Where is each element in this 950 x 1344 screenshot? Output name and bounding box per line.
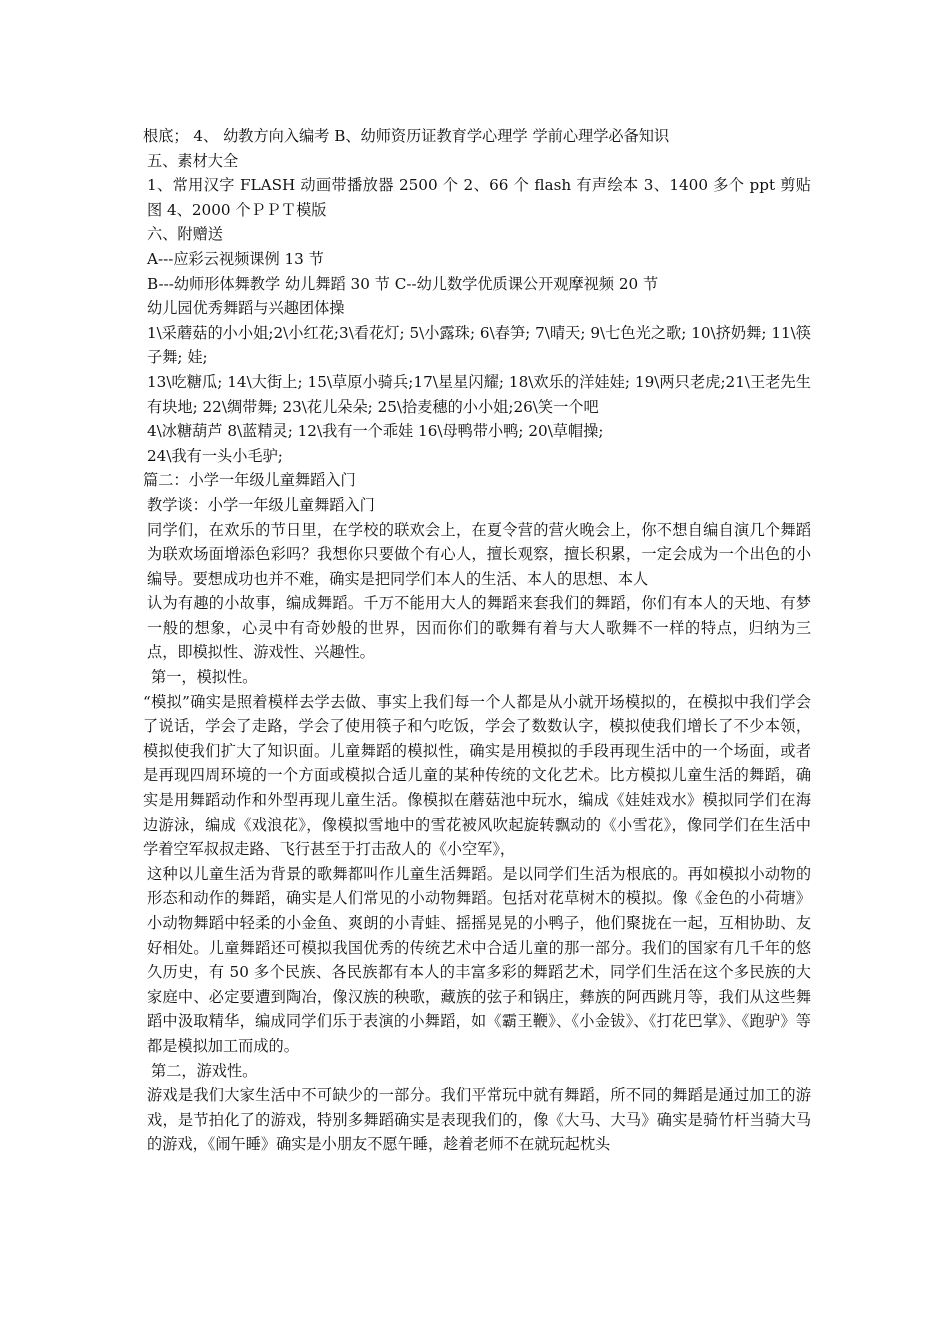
heading-materials: 五、素材大全 [147,151,239,170]
document-page [143,124,811,1157]
paragraph-dance-title: 幼儿园优秀舞蹈与兴趣团体操 [147,299,345,318]
paragraph-basics: 根底； 4、 幼教方向入编考 B、幼师资历证教育学心理学 学前心理学必备知识 [143,127,670,145]
section-heading-part-two: 篇二：小学一年级儿童舞蹈入门 [143,471,356,490]
paragraph-dance-list-1: 1\采蘑菇的小小姐;2\小红花;3\看花灯; 5\小露珠; 6\春笋; 7\晴天; 9\七色光之歌; 10\挤奶舞; 11\筷子舞; 娃; [147,323,811,367]
heading-imitation: 第一，模拟性。 [151,668,258,687]
paragraph-imitation-2: 这种以儿童生活为背景的歌舞都叫作儿童生活舞蹈。是以同学们生活为根底的。再如模拟小动物的形态和动作的舞蹈，确实是人们常见的小动物舞蹈。包括对花草树木的模拟。像《金色的小荷塘》小动物舞蹈中轻柔的小金鱼、爽朗的小青蛙、摇摇晃晃的小鸭子，他们聚拢在一起，互相协助、友好相处。儿童舞蹈还可模拟我国优秀的传统艺术中合适儿童的那一部分。我们的国家有几千年的悠久历史，有 50 多个民族、各民族都有本人的丰富多彩的舞蹈艺术，同学们生活在这个多民族的大家庭中、必定要遭到陶冶，像汉族的秧歌，藏族的弦子和锅庄，彝族的阿西跳月等，我们从这些舞蹈中汲取精华，编成同学们乐于表演的小舞蹈，如《霸王鞭》、《小金钹》、《打花巴掌》、《跑驴》等都是模拟加工而成的。 [147,864,811,1055]
paragraph-dance-list-3: 4\冰糖葫芦 8\蓝精灵; 12\我有一个乖娃 16\母鸭带小鸭; 20\草帽操; [147,422,604,441]
heading-bonus: 六、附赠送 [147,225,223,244]
paragraph-intro-cont: 认为有趣的小故事，编成舞蹈。千万不能用大人的舞蹈来套我们的舞蹈，你们有本人的天地、有梦一般的想象，心灵中有奇妙般的世界，因而你们的歌舞有着与大人歌舞不一样的特点，归纳为三点，即模拟性、游戏性、兴趣性。 [147,594,811,662]
heading-game: 第二，游戏性。 [151,1061,258,1080]
paragraph-intro: 同学们，在欢乐的节日里，在学校的联欢会上，在夏令营的营火晚会上，你不想自编自演几个舞蹈为联欢场面增添色彩吗？我想你只要做个有心人，擅长观察，擅长积累，一定会成为一个出色的小编导。要想成功也并不难，确实是把同学们本人的生活、本人的思想、本人 [147,520,811,588]
paragraph-dance-list-2: 13\吃糖瓜; 14\大街上; 15\草原小骑兵;17\星星闪耀; 18\欢乐的洋娃娃; 19\两只老虎;21\王老先生有块地; 22\绸带舞; 23\花儿朵朵; 25\拾麦穗的小小姐;26\笑一个吧 [147,372,811,416]
paragraph-dance-list-4: 24\我有一头小毛驴; [147,446,283,465]
paragraph-imitation-1: “模拟”确实是照着模样去学去做、事实上我们每一个人都是从小就开场模拟的，在模拟中我们学会了说话，学会了走路，学会了使用筷子和勺吃饭，学会了数数认字，模拟使我们增长了不少本领，模拟使我们扩大了知识面。儿童舞蹈的模拟性，确实是用模拟的手段再现生活中的一个场面，或者是再现四周环境的一个方面或模拟合适儿童的某种传统的文化艺术。比方模拟儿童生活的舞蹈，确实是用舞蹈动作和外型再现儿童生活。像模拟在蘑菇池中玩水，编成《娃娃戏水》模拟同学们在海边游泳，编成《戏浪花》，像模拟雪地中的雪花被风吹起旋转飘动的《小雪花》，像同学们在生活中学着空军叔叔走路、飞行甚至于打击敌人的《小空军》， [143,692,811,859]
section-subheading: 教学谈：小学一年级儿童舞蹈入门 [147,495,375,514]
paragraph-materials-list: 1、常用汉字 FLASH 动画带播放器 2500 个 2、66 个 flash 有声绘本 3、1400 多个 ppt 剪贴图 4、2000 个ＰＰＴ模版 [147,176,811,219]
paragraph-bonus-b: B---幼师形体舞教学 幼儿舞蹈 30 节 C--幼儿数学优质课公开观摩视频 20 节 [147,274,659,293]
paragraph-game: 游戏是我们大家生活中不可缺少的一部分。我们平常玩中就有舞蹈，所不同的舞蹈是通过加工的游戏，是节拍化了的游戏，特别多舞蹈确实是表现我们的，像《大马、大马》确实是骑竹杆当骑大马的游戏，《闹午睡》确实是小朋友不愿午睡，趁着老师不在就玩起枕头 [147,1086,811,1154]
paragraph-bonus-a: A---应彩云视频课例 13 节 [147,249,324,268]
